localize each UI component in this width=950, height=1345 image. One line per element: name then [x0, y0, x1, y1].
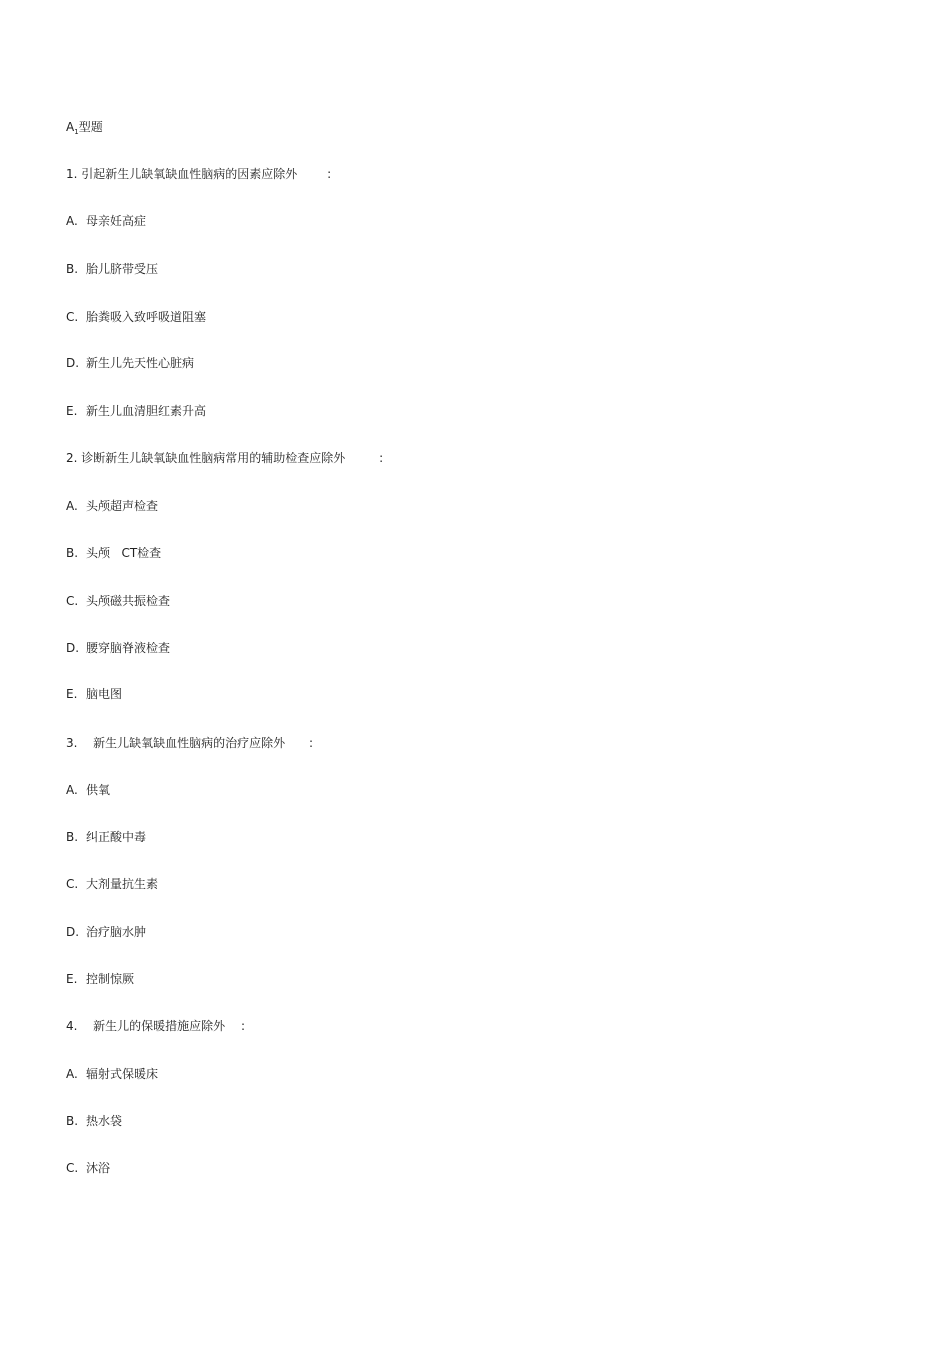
option-letter: A.: [66, 783, 78, 797]
option-text: 头颅磁共振检查: [86, 594, 171, 608]
option-text: 脑电图: [86, 687, 123, 701]
option-text: 母亲妊高症: [86, 214, 147, 228]
option-letter: D.: [66, 641, 80, 655]
option-letter: B.: [66, 1114, 79, 1128]
option-letter: D.: [66, 925, 80, 939]
option-3d: [66, 924, 146, 940]
option-text: 供氧: [86, 783, 111, 797]
option-1b: [66, 261, 158, 277]
option-1d: [66, 355, 194, 371]
section-heading: [66, 119, 103, 135]
question-number: 1.: [66, 167, 78, 181]
option-text: 大剂量抗生素: [86, 877, 159, 891]
question-text: 新生儿缺氧缺血性脑病的治疗应除外: [93, 736, 286, 750]
question-text: 诊断新生儿缺氧缺血性脑病常用的辅助检查应除外: [81, 451, 346, 465]
option-letter: B.: [66, 262, 79, 276]
option-text: 热水袋: [86, 1114, 123, 1128]
option-3b: [66, 829, 146, 845]
option-text: 胎粪吸入致呼吸道阻塞: [86, 310, 207, 324]
option-text: 头颅超声检查: [86, 499, 159, 513]
option-letter: C.: [66, 310, 79, 324]
section-label-rest: 型题: [78, 120, 103, 134]
option-2d: [66, 640, 170, 656]
question-colon: :: [327, 167, 332, 181]
question-4: [66, 1018, 245, 1034]
question-text: 新生儿的保暖措施应除外: [93, 1019, 226, 1033]
question-colon: :: [379, 451, 384, 465]
option-text: 辐射式保暖床: [86, 1067, 159, 1081]
option-letter: D.: [66, 356, 80, 370]
option-text: 控制惊厥: [86, 972, 135, 986]
option-letter: A.: [66, 214, 78, 228]
option-letter: B.: [66, 546, 79, 560]
option-4b: [66, 1113, 122, 1129]
option-4a: [66, 1066, 158, 1082]
option-letter: E.: [66, 404, 78, 418]
option-1a: [66, 213, 146, 229]
option-letter: A.: [66, 499, 78, 513]
question-colon: :: [240, 1019, 245, 1033]
option-letter: E.: [66, 972, 78, 986]
option-letter: C.: [66, 594, 79, 608]
option-3a: [66, 782, 110, 798]
option-text: 治疗脑水肿: [86, 925, 147, 939]
option-2c: [66, 593, 170, 609]
option-letter: E.: [66, 687, 78, 701]
option-text: 沐浴: [86, 1161, 111, 1175]
question-number: 3.: [66, 736, 78, 750]
option-letter: A.: [66, 1067, 78, 1081]
option-3c: [66, 876, 158, 892]
question-number: 4.: [66, 1019, 78, 1033]
option-text: 纠正酸中毒: [86, 830, 147, 844]
option-4c: [66, 1160, 110, 1176]
question-3: [66, 735, 313, 751]
option-letter: C.: [66, 877, 79, 891]
option-letter: B.: [66, 830, 79, 844]
option-1e: [66, 403, 206, 419]
option-3e: [66, 971, 134, 987]
question-1: [66, 166, 331, 182]
option-1c: [66, 309, 206, 325]
option-text: 胎儿脐带受压: [86, 262, 159, 276]
section-label-sub: 1: [74, 128, 79, 136]
question-text: 引起新生儿缺氧缺血性脑病的因素应除外: [81, 167, 298, 181]
section-label-main: A: [66, 120, 75, 134]
option-letter: C.: [66, 1161, 79, 1175]
option-2e: [66, 686, 122, 702]
option-2b: [66, 545, 161, 561]
question-2: [66, 450, 383, 466]
option-text: 腰穿脑脊液检查: [86, 641, 171, 655]
question-colon: :: [308, 736, 313, 750]
question-number: 2.: [66, 451, 78, 465]
option-text: 新生儿血清胆红素升高: [86, 404, 207, 418]
option-text: 头颅 CT检查: [86, 546, 162, 560]
option-2a: [66, 498, 158, 514]
option-text: 新生儿先天性心脏病: [86, 356, 195, 370]
